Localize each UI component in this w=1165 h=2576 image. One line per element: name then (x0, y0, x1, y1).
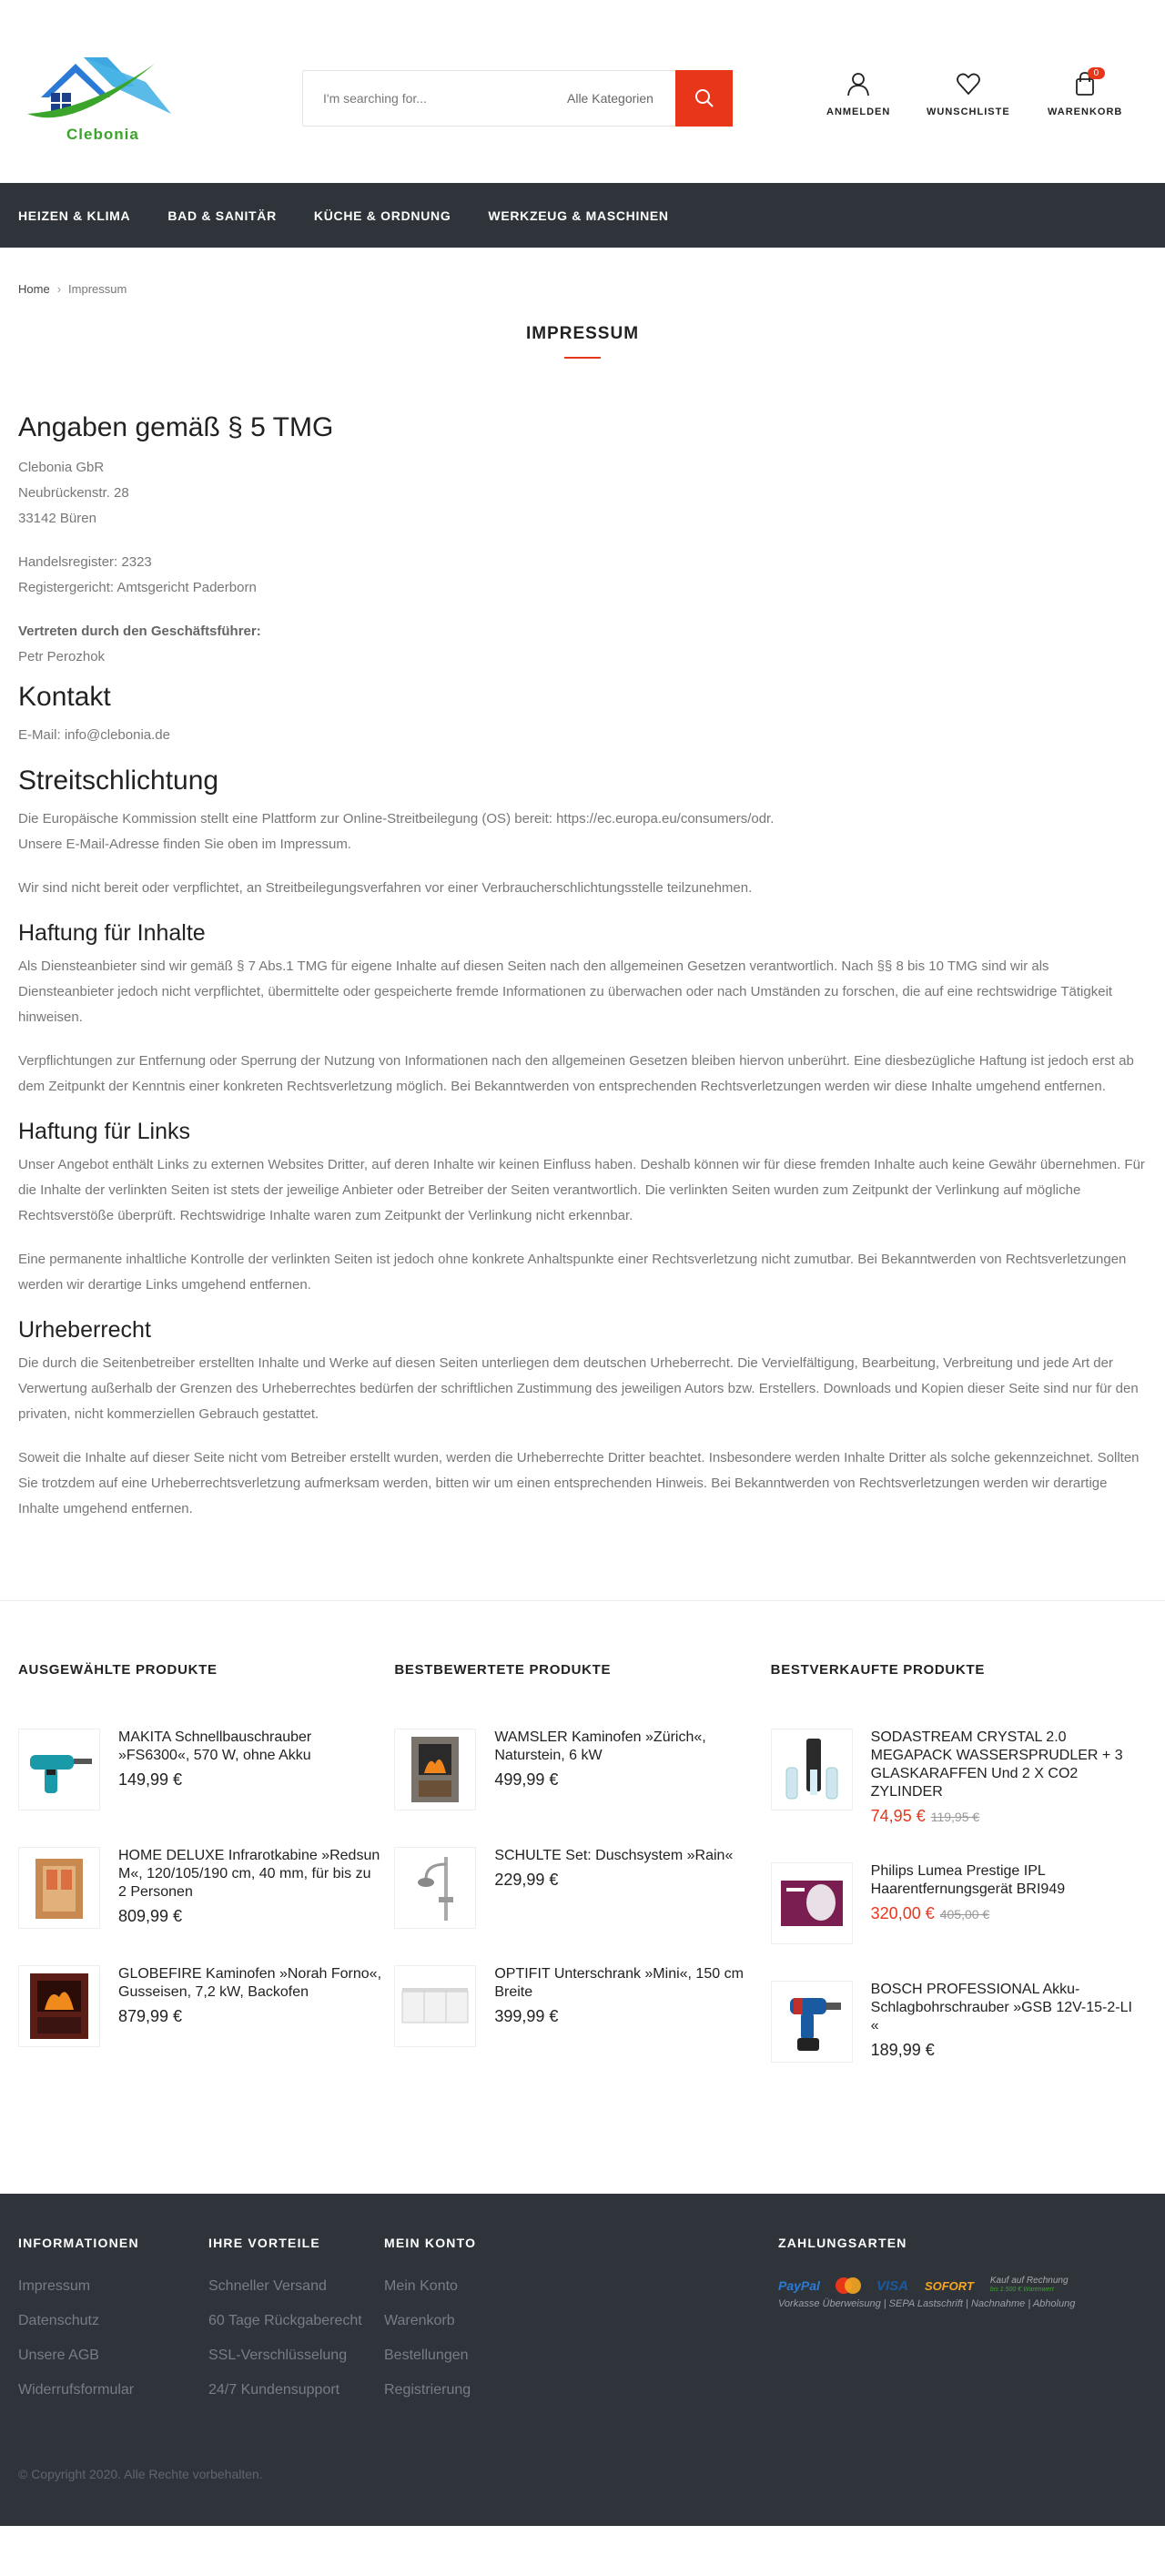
heading-haftung-links: Haftung für Links (18, 1119, 190, 1144)
heading-angaben: Angaben gemäß § 5 TMG (18, 412, 334, 442)
payment-logos (778, 2277, 1142, 2295)
sale-price: 320,00 € (870, 1904, 935, 1922)
links-text-1: Unser Angebot enthält Links zu externen Websites Dritter, auf deren Inhalte wir keinen Einfluss haben. Deshalb können wir für diese fremden Inhalte auch keine Gewähr übernehmen. Für die Inhalte der verlinkten Seiten ist stets der jeweilige Anbieter oder Betreiber der Seiten verantwortlich. Die verlinkten Seiten wurden zum Zeitpunkt der Verlinkung auf mögliche Rechtsverstöße überprüft. Rechtswidrige Inhalte waren zum Zeitpunkt der Verlinkung nicht erkennbar. (18, 1157, 1145, 1223)
nav-heizen-klima[interactable]: HEIZEN & KLIMA (18, 208, 131, 223)
product-image-shower[interactable] (394, 1847, 476, 1929)
footer-konto-title: MEIN KONTO (384, 2236, 477, 2250)
streit-text-3: Wir sind nicht bereit oder verpflichtet, an Streitbeilegungsverfahren vor einer Verbraucherschlichtungsstelle teilzunehmen. (18, 880, 753, 896)
water-carbonator-icon (775, 1733, 848, 1806)
footer-link-widerruf[interactable]: Widerrufsformular (18, 2382, 135, 2398)
cabinet-icon (399, 1979, 471, 2033)
search-bar (302, 70, 733, 127)
best-selling-products (771, 1662, 1147, 2194)
product-image-infrared-cabin[interactable] (18, 1847, 100, 1929)
product-item[interactable] (18, 1729, 394, 1810)
best-selling-products-title: BESTVERKAUFTE PRODUKTE (770, 1662, 986, 1678)
search-input[interactable] (303, 71, 549, 126)
mastercard-icon (833, 2277, 864, 2295)
heading-haftung-inhalte: Haftung für Inhalte (18, 920, 206, 946)
site-footer (0, 2194, 1165, 2526)
product-item[interactable] (771, 1981, 1147, 2063)
user-icon (846, 71, 871, 96)
product-name[interactable]: SCHULTE Set: Duschsystem »Rain« (494, 1848, 734, 1863)
product-image-bosch-drill[interactable] (771, 1981, 853, 2063)
urheber-text-1: Die durch die Seitenbetreiber erstellten Inhalte und Werke auf diesen Seiten unterliegen dem deutschen Urheberrecht. Die Vervielfältigung, Bearbeitung, Verbreitung und jede Art der Verwertung außerhalb der Grenzen des Urheberrechtes bedürfen der schriftlichen Zustimmung des jeweiligen Autors bzw. Erstellers. Downloads und Kopien dieser Seite sind nur für den privaten, nicht kommerziellen Gebrauch gestattet. (18, 1355, 1139, 1422)
product-image-cabinet[interactable] (394, 1965, 476, 2047)
representative-label: Vertreten durch den Geschäftsführer: (18, 624, 261, 639)
product-name[interactable]: MAKITA Schnellbauschrauber »FS6300«, 570 W, ohne Akku (118, 1729, 312, 1763)
footer-link-ssl[interactable]: SSL-Verschlüsselung (208, 2348, 348, 2363)
streit-text-2: Unsere E-Mail-Adresse finden Sie oben im Impressum. (18, 837, 351, 852)
sale-price: 74,95 € (870, 1807, 926, 1825)
footer-link-rueckgabe[interactable]: 60 Tage Rückgaberecht (208, 2313, 362, 2328)
footer-col-payment (778, 2236, 1142, 2309)
product-item[interactable] (394, 1965, 770, 2047)
product-item[interactable] (771, 1862, 1147, 1944)
footer-payment-title: ZAHLUNGSARTEN (778, 2236, 907, 2250)
nav-bad-sanitaer[interactable]: BAD & SANITÄR (167, 208, 277, 223)
sofort-logo: SOFORT (924, 2278, 974, 2293)
shower-icon (399, 1851, 471, 1924)
breadcrumb (0, 248, 1165, 296)
heading-urheberrecht: Urheberrecht (18, 1317, 151, 1343)
screwdriver-icon (23, 1742, 96, 1797)
product-item[interactable] (18, 1965, 394, 2047)
footer-link-agb[interactable]: Unsere AGB (18, 2348, 99, 2363)
chevron-right-icon: › (56, 282, 62, 296)
nav-werkzeug-maschinen[interactable]: WERKZEUG & MASCHINEN (488, 208, 669, 223)
footer-link-versand[interactable]: Schneller Versand (208, 2278, 327, 2294)
invoice-label: Kauf auf Rechnung (989, 2276, 1069, 2286)
register-line-1: Handelsregister: 2323 (18, 554, 152, 570)
register-line-2: Registergericht: Amtsgericht Paderborn (18, 580, 257, 595)
payment-methods-text: Vorkasse Überweisung | SEPA Lastschrift | Nachnahme | Abholung (778, 2298, 1076, 2309)
product-image-drill[interactable] (18, 1729, 100, 1810)
product-price (871, 1904, 1135, 1923)
footer-link-datenschutz[interactable]: Datenschutz (18, 2313, 99, 2328)
account-link[interactable] (826, 71, 890, 117)
product-item[interactable] (394, 1729, 770, 1810)
top-rated-products (394, 1662, 770, 2194)
paypal-logo: PayPal (778, 2278, 820, 2293)
logo-text: Clebonia (66, 126, 139, 143)
product-widgets (0, 1601, 1165, 2194)
product-price: 809,99 € (118, 1907, 183, 1925)
fireplace-stove-icon (23, 1970, 96, 2043)
product-image-wamsler-stove[interactable] (394, 1729, 476, 1810)
impressum-content (0, 359, 1165, 1522)
address-line-1: Clebonia GbR (18, 460, 105, 475)
wishlist-link[interactable] (927, 71, 1010, 117)
cart-count-badge: 0 (1088, 67, 1106, 79)
old-price: 119,95 € (930, 1810, 980, 1824)
product-name[interactable]: SODASTREAM CRYSTAL 2.0 MEGAPACK WASSERSPRUDLER + 3 GLASKARAFFEN Und 2 X CO2 ZYLINDER (870, 1729, 1123, 1800)
footer-info-title: INFORMATIONEN (18, 2236, 139, 2250)
wishlist-label: WUNSCHLISTE (927, 106, 1010, 117)
footer-col-info (18, 2236, 139, 2417)
footer-vorteile-title: IHRE VORTEILE (208, 2236, 320, 2250)
product-item[interactable] (18, 1847, 394, 1929)
representative-name: Petr Perozhok (18, 649, 106, 664)
top-rated-products-title: BESTBEWERTETE PRODUKTE (394, 1662, 612, 1678)
footer-link-bestellungen[interactable]: Bestellungen (384, 2348, 469, 2363)
breadcrumb-current: Impressum (68, 282, 127, 296)
invoice-sublabel: bis 1.500 € Warenwert (989, 2287, 1054, 2293)
product-price: 149,99 € (118, 1770, 183, 1789)
footer-link-mein-konto[interactable]: Mein Konto (384, 2278, 458, 2294)
product-price: 399,99 € (494, 2007, 559, 2025)
footer-link-impressum[interactable]: Impressum (18, 2278, 91, 2294)
inhalte-text-2: Verpflichtungen zur Entfernung oder Sperrung der Nutzung von Informationen nach den allgemeinen Gesetzen bleiben hiervon unberührt. Eine diesbezügliche Haftung ist jedoch erst ab dem Zeitpunkt der Kenntnis einer konkreten Rechtsverletzung möglich. Bei Bekanntwerden von entsprechenden Rechtsverletzungen werden wir diese Inhalte umgehend entfernen. (18, 1053, 1134, 1094)
streit-text-1: Die Europäische Kommission stellt eine Plattform zur Online-Streitbeilegung (OS) bereit: https://ec.europa.eu/consumers/odr. (18, 811, 775, 827)
urheber-text-2: Soweit die Inhalte auf dieser Seite nicht vom Betreiber erstellt wurden, werden die Urheberrechte Dritter beachtet. Insbesondere werden Inhalte Dritter als solche gekennzeichnet. Sollten Sie trotzdem auf eine Urheberrechtsverletzung aufmerksam werden, bitten wir um einen entsprechenden Hinweis. Bei Bekanntwerden von Rechtsverletzungen werden wir derartige Inhalte umgehend entfernen. (18, 1450, 1140, 1516)
sauna-cabin-icon (23, 1851, 96, 1924)
cart-label: WARENKORB (1048, 106, 1123, 117)
main-navigation (0, 183, 1165, 248)
page-title: IMPRESSUM (525, 324, 640, 343)
product-name[interactable]: GLOBEFIRE Kaminofen »Norah Forno«, Gusseisen, 7,2 kW, Backofen (118, 1966, 382, 2000)
footer-link-support[interactable]: 24/7 Kundensupport (208, 2382, 340, 2398)
product-item[interactable] (394, 1847, 770, 1929)
logo[interactable] (18, 46, 182, 146)
contact-email: E-Mail: info@clebonia.de (18, 727, 170, 743)
visa-logo: VISA (876, 2277, 908, 2294)
product-price: 229,99 € (494, 1871, 559, 1889)
featured-products (18, 1662, 394, 2194)
footer-link-registrierung[interactable]: Registrierung (384, 2382, 471, 2398)
product-price (871, 1807, 1135, 1826)
heading-streitschlichtung: Streitschlichtung (18, 766, 219, 796)
ipl-device-icon (775, 1871, 848, 1935)
product-name[interactable]: OPTIFIT Unterschrank »Mini«, 150 cm Breite (494, 1966, 744, 2000)
footer-link-warenkorb[interactable]: Warenkorb (384, 2313, 455, 2328)
product-item[interactable] (771, 1729, 1147, 1826)
product-image-stove[interactable] (18, 1965, 100, 2047)
product-image-sodastream[interactable] (771, 1729, 853, 1810)
footer-col-vorteile (208, 2236, 362, 2417)
heart-icon (956, 71, 981, 96)
inhalte-text-1: Als Diensteanbieter sind wir gemäß § 7 Abs.1 TMG für eigene Inhalte auf diesen Seiten nach den allgemeinen Gesetzen verantwortlich. Nach §§ 8 bis 10 TMG sind wir als Diensteanbieter jedoch nicht verpflichtet, übermittelte oder gespeicherte fremde Informationen zu überwachen oder nach Umständen zu forschen, die auf eine rechtswidrige Tätigkeit hinweisen. (18, 958, 1113, 1025)
address-line-2: Neubrückenstr. 28 (18, 485, 129, 501)
drill-icon (775, 1985, 848, 2058)
product-price: 189,99 € (870, 2041, 935, 2059)
search-button[interactable] (675, 70, 733, 127)
cart-link[interactable] (1048, 68, 1123, 117)
heading-kontakt: Kontakt (18, 682, 111, 712)
old-price: 405,00 € (939, 1907, 990, 1922)
nav-kueche-ordnung[interactable]: KÜCHE & ORDNUNG (313, 208, 451, 223)
search-icon (694, 88, 714, 108)
product-name[interactable]: WAMSLER Kaminofen »Zürich«, Naturstein, 6 kW (494, 1729, 706, 1763)
breadcrumb-home[interactable]: Home (18, 282, 50, 296)
stove-icon (399, 1733, 471, 1806)
links-text-2: Eine permanente inhaltliche Kontrolle der verlinkten Seiten ist jedoch ohne konkrete Anhaltspunkte einer Rechtsverletzung nicht zumutbar. Bei Bekanntwerden von Rechtsverletzungen werden wir derartige Links umgehend entfernen. (18, 1252, 1127, 1293)
product-price: 499,99 € (494, 1770, 559, 1789)
featured-products-title: AUSGEWÄHLTE PRODUKTE (18, 1662, 218, 1678)
search-category-select[interactable]: Alle Kategorien (567, 91, 653, 106)
invoice-logo (990, 2277, 1069, 2295)
address-line-3: 33142 Büren (18, 511, 96, 526)
copyright: © Copyright 2020. Alle Rechte vorbehalten. (18, 2467, 263, 2481)
product-price: 879,99 € (118, 2007, 183, 2025)
product-name[interactable]: Philips Lumea Prestige IPL Haarentfernungsgerät BRI949 (870, 1863, 1066, 1897)
footer-col-konto (384, 2236, 476, 2417)
site-header (0, 0, 1165, 183)
account-label: ANMELDEN (826, 106, 891, 117)
product-name[interactable]: HOME DELUXE Infrarotkabine »Redsun M«, 120/105/190 cm, 40 mm, für bis zu 2 Personen (118, 1848, 380, 1900)
product-name[interactable]: BOSCH PROFESSIONAL Akku-Schlagbohrschrauber »GSB 12V-15-2-LI « (870, 1982, 1132, 2033)
product-image-philips-lumea[interactable] (771, 1862, 853, 1944)
